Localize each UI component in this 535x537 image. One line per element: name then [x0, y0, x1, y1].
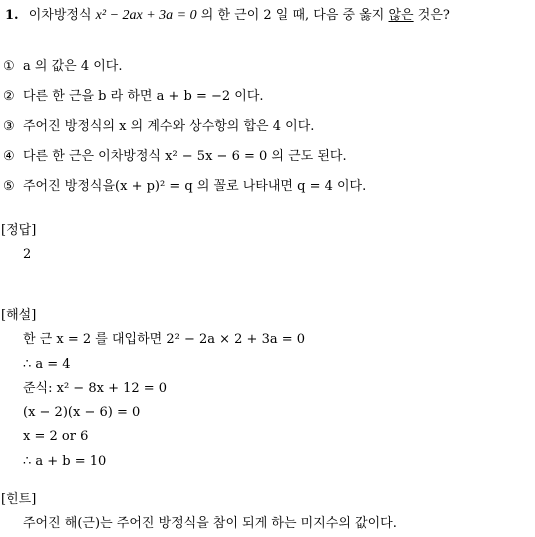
choice-4-text: 다른 한 근은 이차방정식 x² − 5x − 6 = 0 의 근도 된다.: [23, 149, 347, 164]
choice-4-marker: ④: [3, 149, 15, 164]
solution-line-1: 한 근 x = 2 를 대입하면 2² − 2a × 2 + 3a = 0: [23, 332, 306, 347]
question-stem-pre: 이차방정식: [28, 8, 96, 23]
question-emphasis: 않은: [388, 8, 414, 23]
choice-5-marker: ⑤: [3, 179, 15, 194]
hint-label: [힌트]: [1, 492, 37, 507]
question-stem-mid: 의 한 근이 2 일 때, 다음 중 옳지: [196, 8, 389, 23]
choice-1-text: a 의 값은 4 이다.: [23, 59, 123, 74]
choice-3-text: 주어진 방정식의 x 의 계수와 상수항의 합은 4 이다.: [23, 119, 315, 134]
question-number: 1.: [5, 8, 19, 23]
solution-line-2: ∴ a = 4: [23, 357, 71, 372]
solution-line-5: x = 2 or 6: [23, 429, 89, 444]
choice-2-marker: ②: [3, 89, 15, 104]
choice-3: [3, 119, 314, 135]
choice-1: [3, 59, 122, 75]
hint-text: 주어진 해(근)는 주어진 방정식을 참이 되게 하는 미지수의 값이다.: [23, 516, 397, 531]
question-stem: [5, 8, 450, 24]
solution-label: [해설]: [1, 308, 37, 323]
question-equation: x² − 2ax + 3a = 0: [95, 8, 197, 23]
question-stem-post: 것은?: [413, 8, 450, 23]
choice-2: [3, 89, 264, 105]
answer-value: 2: [23, 247, 32, 262]
solution-line-3: 준식: x² − 8x + 12 = 0: [23, 381, 168, 396]
solution-line-6: ∴ a + b = 10: [23, 454, 107, 469]
answer-label: [정답]: [1, 223, 37, 238]
choice-4: [3, 149, 347, 165]
choice-1-marker: ①: [3, 59, 15, 74]
choice-3-marker: ③: [3, 119, 15, 134]
choice-5: [3, 179, 366, 195]
solution-line-4: (x − 2)(x − 6) = 0: [23, 405, 141, 420]
choice-2-text: 다른 한 근을 b 라 하면 a + b = −2 이다.: [23, 89, 264, 104]
choice-5-text: 주어진 방정식을(x + p)² = q 의 꼴로 나타내면 q = 4 이다.: [23, 179, 367, 194]
